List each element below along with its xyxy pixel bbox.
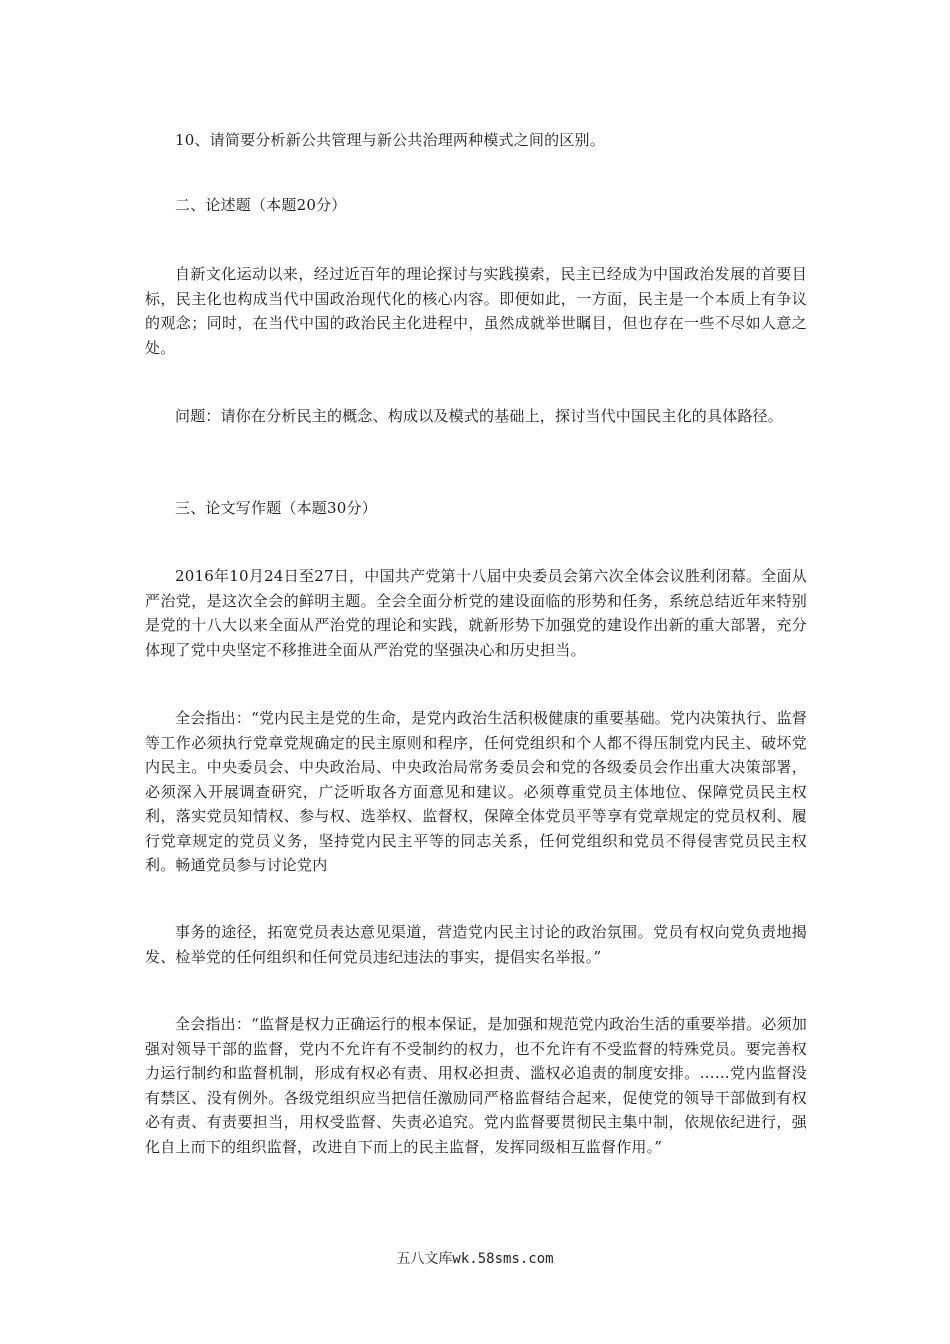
section-2-question: 问题：请你在分析民主的概念、构成以及模式的基础上，探讨当代中国民主化的具体路径。 (175, 407, 784, 425)
section-3-heading: 三、论文写作题（本题30分） (175, 499, 377, 517)
question-10: 10、请简要分析新公共管理与新公共治理两种模式之间的区别。 (175, 131, 605, 149)
section-2-heading: 二、论述题（本题20分） (175, 196, 347, 214)
section-3-paragraph-1: 2016年10月24日至27日，中国共产党第十八届中央委员会第六次全体会议胜利闭幕。全面从严治党，是这次全会的鲜明主题。全会全面分析党的建设面临的形势和任务，系统总结近年来特别是党的十八大以来全面从严治党的理论和实践，就新形势下加强党的建设作出新的重大部署，充分体现了党中央坚定不移推进全面从严治党的坚强决心和历史担当。 (145, 567, 807, 659)
section-3-paragraph-2: 全会指出：“党内民主是党的生命，是党内政治生活积极健康的重要基础。党内决策执行、监督等工作必须执行党章党规确定的民主原则和程序，任何党组织和个人都不得压制党内民主、破坏党内民主。中央委员会、中央政治局、中央政治局常务委员会和党的各级委员会作出重大决策部署，必须深入开展调查研究，广泛听取各方面意见和建议。必须尊重党员主体地位、保障党员民主权利，落实党员知情权、参与权、选举权、监督权，保障全体党员平等享有党章规定的党员权利、履行党章规定的党员义务，坚持党内民主平等的同志关系，任何党组织和党员不得侵害党员民主权利。畅通党员参与讨论党内 (145, 709, 807, 874)
section-2-material: 自新文化运动以来，经过近百年的理论探讨与实践摸索，民主已经成为中国政治发展的首要目标，民主化也构成当代中国政治现代化的核心内容。即便如此，一方面，民主是一个本质上有争议的观念；同时，在当代中国的政治民主化进程中，虽然成就举世瞩目，但也存在一些不尽如人意之处。 (145, 265, 807, 357)
section-3-paragraph-3: 事务的途径，拓宽党员表达意见渠道，营造党内民主讨论的政治氛围。党员有权向党负责地揭发、检举党的任何组织和任何党员违纪违法的事实，提倡实名举报。” (145, 923, 807, 966)
footer-watermark: 五八文库wk.58sms.com (396, 1251, 554, 1267)
section-3-paragraph-4: 全会指出：“监督是权力正确运行的根本保证，是加强和规范党内政治生活的重要举措。必须加强对领导干部的监督，党内不允许有不受制约的权力，也不允许有不受监督的特殊党员。要完善权力运行制约和监督机制，形成有权必有责、用权必担责、滥权必追责的制度安排。……党内监督没有禁区、没有例外。各级党组织应当把信任激励同严格监督结合起来，促使党的领导干部做到有权必有责、有责要担当，用权受监督、失责必追究。党内监督要贯彻民主集中制，依规依纪进行，强化自上而下的组织监督，改进自下而上的民主监督，发挥同级相互监督作用。” (145, 1015, 807, 1156)
